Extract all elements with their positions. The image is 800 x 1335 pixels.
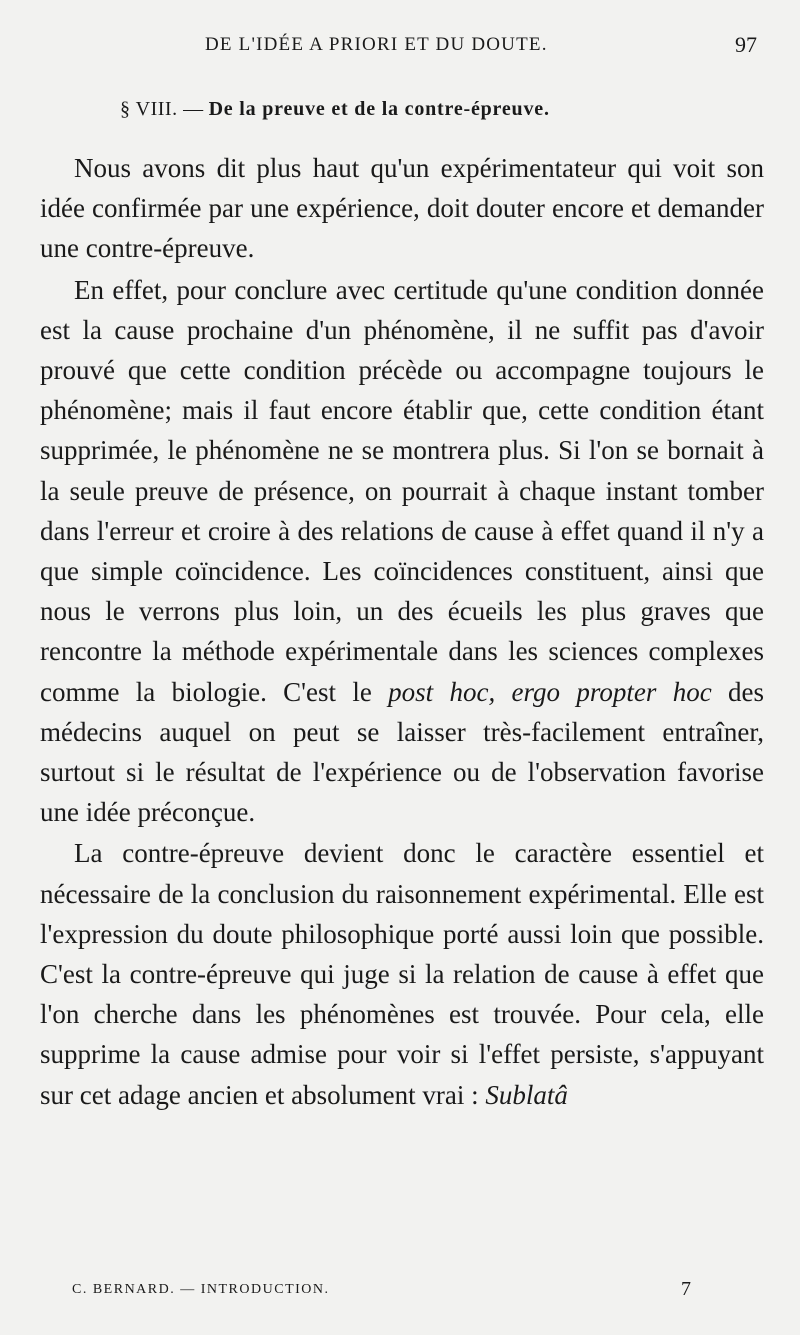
paragraph-2-text-b: des médecins auquel on peut se laisser très-facilement entraîner, surtout si le résultat de l'expérience ou de l'observation favorise une idée préconçue. [40, 676, 765, 828]
section-heading [120, 98, 800, 121]
page-number: 97 [735, 32, 757, 57]
section-number: § VIII. — [120, 98, 204, 120]
running-head [0, 30, 800, 60]
paragraph-1: Nous avons dit plus haut qu'un expérimentateur qui voit son idée confirmée par une expérience, doit douter encore et demander une contre-épreuve. [40, 153, 764, 264]
body-text [40, 148, 764, 1115]
paragraph-2 [40, 270, 764, 833]
latin-phrase-sublata: Sublatâ [485, 1079, 568, 1110]
signature-number: 7 [681, 1278, 691, 1300]
section-title: De la preuve et de la contre-épreuve. [208, 98, 550, 120]
paragraph-3 [40, 833, 764, 1114]
signature-mark: C. BERNARD. — INTRODUCTION. [72, 1282, 330, 1297]
signature-line [0, 1278, 800, 1308]
running-title: DE L'IDÉE A PRIORI ET DU DOUTE. [205, 34, 548, 55]
latin-phrase: post hoc, ergo propter hoc [388, 676, 712, 707]
paragraph-3-text: La contre-épreuve devient donc le caractère essentiel et nécessaire de la conclusion du raisonnement expérimental. Elle est l'expression du doute philosophique porté aussi loin que possible. C'est la contre-épreuve qui juge si la relation de cause à effet que l'on cherche dans les phénomènes est trouvée. Pour cela, elle supprime la cause admise pour voir si l'effet persiste, s'appuyant sur cet adage ancien et absolument vrai : [40, 838, 764, 1110]
paragraph-2-text-a: En effet, pour conclure avec certitude qu'une condition donnée est la cause prochaine d'un phénomène, il ne suffit pas d'avoir prouvé que cette condition précède ou accompagne toujours le phénomène; mais il faut encore établir que, cette condition étant supprimée, le phénomène ne se montrera plus. Si l'on se bornait à la seule preuve de présence, on pourrait à chaque instant tomber dans l'erreur et croire à des relations de cause à effet quand il n'y a que simple coïncidence. Les coïncidences constituent, ainsi que nous le verrons plus loin, un des écueils les plus graves que rencontre la méthode expérimentale dans les sciences complexes comme la biologie. C'est le [40, 274, 764, 707]
